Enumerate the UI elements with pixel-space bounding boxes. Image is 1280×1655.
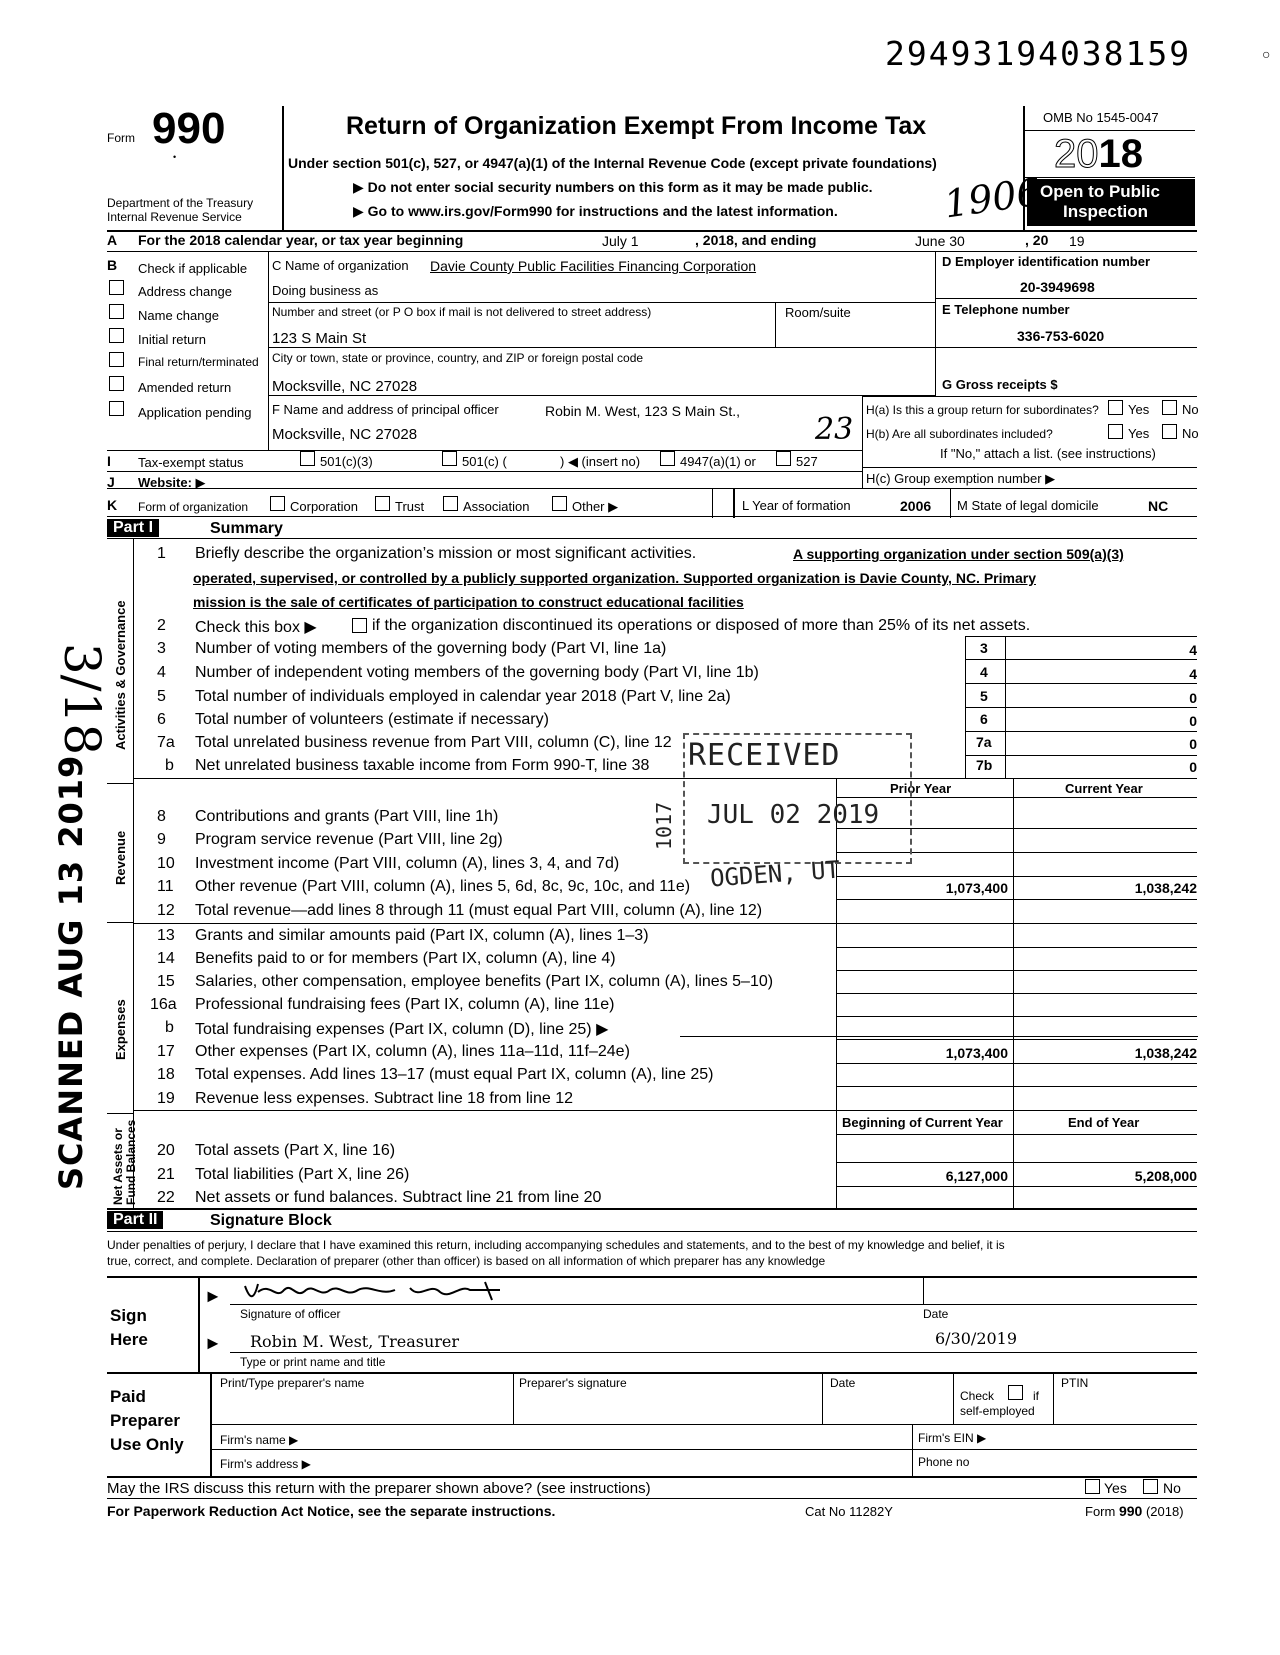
state-domicile-label: M State of legal domicile [957,498,1099,513]
line7b-text: Net unrelated business taxable income from Form 990-T, line 38 [195,757,650,774]
hb-yes-label: Yes [1128,426,1150,441]
application-pending-checkbox[interactable] [109,401,124,416]
row-i-letter: I [107,453,111,469]
city-label: City or town, state or province, country, and ZIP or foreign postal code [272,351,644,365]
line14-text: Benefits paid to or for members (Part IX, column (A), line 4) [195,950,616,967]
line13-text: Grants and similar amounts paid (Part IX, column (A), lines 1–3) [195,927,649,944]
row-a-letter: A [107,232,118,248]
line5-value: 0 [1189,690,1197,706]
self-employed-label: self-employed [960,1404,1035,1418]
501c3-checkbox[interactable] [300,451,315,466]
current-year-header: Current Year [1065,781,1143,796]
line21-text: Total liabilities (Part X, line 26) [195,1166,410,1183]
firm-ein-label: Firm's EIN ▶ [918,1431,987,1445]
part1-tag: Part I [107,519,159,537]
row-j-letter: J [107,474,115,490]
name-title-label: Type or print name and title [240,1355,386,1369]
ha-yes-label: Yes [1128,402,1150,417]
room-suite-label: Room/suite [785,305,851,320]
line3-num: 3 [157,640,166,657]
4947-checkbox[interactable] [660,451,675,466]
line1-num: 1 [157,545,166,562]
hb-note: If "No," attach a list. (see instructions) [940,446,1156,461]
line12-num: 12 [157,902,175,919]
line1-text: Briefly describe the organization’s mission or most significant activities. [195,545,697,562]
line17-prior: 1,073,400 [945,1045,1008,1061]
tax-year-prefix: 20 [1054,132,1099,176]
trust-checkbox[interactable] [375,496,390,511]
ein-value: 20-3949698 [1020,279,1095,295]
preparer-label: Preparer [110,1411,180,1430]
501c3-label: 501(c)(3) [320,454,373,469]
side-label-expenses: Expenses [113,999,128,1060]
year-handwritten-mark: 1906 [941,169,1044,227]
officer-signature [240,1278,540,1306]
final-return-checkbox[interactable] [109,352,124,367]
line6-box: 6 [980,711,988,727]
address-change-checkbox[interactable] [109,280,124,295]
street-address: 123 S Main St [272,330,367,347]
preparer-signature-label: Preparer's signature [519,1376,627,1390]
hb-yes-checkbox[interactable] [1108,424,1123,439]
line19-text: Revenue less expenses. Subtract line 18 from line 12 [195,1090,573,1107]
ein-label: D Employer identification number [942,254,1151,269]
preparer-name-label: Print/Type preparer's name [220,1376,365,1390]
ha-yes-checkbox[interactable] [1108,400,1123,415]
omb-number: OMB No 1545-0047 [1043,110,1159,125]
line7b-value: 0 [1189,759,1197,775]
line11-current: 1,038,242 [1134,880,1197,896]
mission-line2: operated, supervised, or controlled by a publicly supported organization. Supported organization is Davie County, NC. Primary [193,570,1036,586]
footer-form [1085,1503,1184,1519]
line2-text2: if the organization discontinued its operations or disposed of more than 25% of its net assets. [372,617,1031,634]
line3-text: Number of voting members of the governing body (Part VI, line 1a) [195,640,667,657]
end-year-header: End of Year [1068,1115,1140,1130]
line5-num: 5 [157,688,166,705]
here-label: Here [110,1330,148,1349]
self-employed-if: if [1033,1389,1039,1403]
line16a-text: Professional fundraising fees (Part IX, column (A), line 11e) [195,996,615,1013]
top-mark: ○ [1262,46,1271,62]
paid-label: Paid [110,1387,146,1406]
principal-officer-label: F Name and address of principal officer [272,402,499,417]
line7b-box: 7b [976,757,993,773]
ha-label: H(a) Is this a group return for subordinates? [866,403,1099,417]
tax-year-end: June 30 [915,233,965,249]
line16b-text: Total fundraising expenses (Part IX, column (D), line 25) ▶ [195,1021,609,1038]
discuss-question: May the IRS discuss this return with the preparer shown above? (see instructions) [107,1480,651,1497]
goto-instructions: ▶ Go to www.irs.gov/Form990 for instructions and the latest information. [353,203,838,219]
line4-num: 4 [157,664,166,681]
open-public-line1: Open to Public [1040,182,1160,201]
line16b-num: b [165,1019,174,1036]
line16a-num: 16a [150,996,177,1013]
line15-text: Salaries, other compensation, employee benefits (Part IX, column (A), lines 5–10) [195,973,774,990]
gross-receipts-label: G Gross receipts $ [942,377,1058,392]
end-year: 19 [1069,233,1085,249]
hb-no-label: No [1182,426,1199,441]
preparer-date-label: Date [830,1376,856,1390]
line10-num: 10 [157,855,175,872]
other-checkbox[interactable] [552,496,567,511]
name-change-checkbox[interactable] [109,304,124,319]
received-stamp: RECEIVED [688,738,841,773]
form-number: 990 [152,104,226,153]
527-checkbox[interactable] [776,451,791,466]
discuss-yes-label: Yes [1104,1480,1127,1496]
other-label: Other ▶ [572,499,619,514]
line4-box: 4 [980,664,988,680]
part2-tag: Part II [107,1211,163,1229]
state-domicile-value: NC [1148,498,1169,514]
line21-num: 21 [157,1166,175,1183]
side-label-revenue: Revenue [113,830,128,885]
form-dot-icon: • [173,152,177,162]
end-year-prefix: , 20 [1025,232,1049,248]
sign-label: Sign [110,1306,147,1325]
dln-number: 29493194038159 [885,34,1192,73]
line18-num: 18 [157,1066,175,1083]
address-change-label: Address change [138,284,232,299]
tax-exempt-label: Tax-exempt status [138,455,244,470]
row-k-letter: K [107,497,118,513]
self-employed-checkbox[interactable] [1008,1385,1023,1400]
dba-label: Doing business as [272,283,379,298]
ssn-warning: ▶ Do not enter social security numbers on this form as it may be made public. [353,179,873,195]
row-a-text: For the 2018 calendar year, or tax year beginning [138,232,464,248]
line5-box: 5 [980,688,988,704]
scanned-stamp: SCANNED AUG 13 2019 [52,754,90,1190]
hb-label: H(b) Are all subordinates included? [866,427,1053,441]
side-label-net-assets-1: Net Assets or [111,1128,125,1205]
line21-begin: 6,127,000 [945,1168,1008,1184]
org-name-label: C Name of organization [272,258,409,273]
hc-label: H(c) Group exemption number ▶ [866,471,1056,486]
prior-year-header: Prior Year [890,781,952,796]
line12-text: Total revenue—add lines 8 through 11 (must equal Part VIII, column (A), line 12) [195,902,763,919]
paperwork-notice: For Paperwork Reduction Act Notice, see the separate instructions. [107,1503,556,1519]
association-checkbox[interactable] [443,496,458,511]
discuss-no-label: No [1163,1480,1181,1496]
line6-num: 6 [157,711,166,728]
received-date-stamp: JUL 02 2019 [707,800,880,830]
line17-current: 1,038,242 [1134,1045,1197,1061]
tax-year-begin: July 1 [602,233,639,249]
amended-return-label: Amended return [138,380,232,395]
ha-no-checkbox[interactable] [1162,400,1177,415]
line2-num: 2 [157,617,166,634]
line17-num: 17 [157,1043,175,1060]
telephone-value: 336-753-6020 [1017,328,1105,344]
line10-text: Investment income (Part VIII, column (A), lines 3, 4, and 7d) [195,855,620,872]
discuss-yes-checkbox[interactable] [1085,1479,1100,1494]
initial-return-label: Initial return [138,332,206,347]
line17-text: Other expenses (Part IX, column (A), lines 11a–11d, 11f–24e) [195,1043,630,1060]
open-public-line2: Inspection [1063,202,1149,221]
check-applicable-title: Check if applicable [138,261,248,276]
line3-box: 3 [980,640,988,656]
line4-text: Number of independent voting members of the governing body (Part VI, line 1b) [195,664,759,681]
side-label-net-assets-2: Fund Balances [124,1119,138,1205]
trust-label: Trust [395,499,425,514]
discuss-no-checkbox[interactable] [1143,1479,1158,1494]
final-return-label: Final return/terminated [138,355,259,369]
line20-num: 20 [157,1142,175,1159]
begin-year-header: Beginning of Current Year [842,1115,1003,1130]
city-address: Mocksville, NC 27028 [272,378,418,395]
declaration-line1: Under penalties of perjury, I declare that I have examined this return, including accompanying schedules and statements, and to the best of my knowledge and belief, it is [107,1238,1005,1252]
sign-date-label: Date [923,1307,949,1321]
form-word: Form [107,131,135,145]
line8-text: Contributions and grants (Part VIII, line 1h) [195,808,499,825]
line13-num: 13 [157,927,175,944]
line21-end: 5,208,000 [1134,1168,1197,1184]
cat-number: Cat No 11282Y [805,1504,893,1519]
line8-num: 8 [157,808,166,825]
officer-name-title: Robin M. West, Treasurer [250,1332,460,1351]
line2-text: Check this box ▶ [195,619,317,636]
4947-label: 4947(a)(1) or [680,454,756,469]
ha-no-label: No [1182,402,1199,417]
street-label: Number and street (or P O box if mail is not delivered to street address) [272,305,652,319]
footer-form-word: Form [1085,1504,1116,1519]
principal-officer-city: Mocksville, NC 27028 [272,426,418,443]
initial-return-checkbox[interactable] [109,328,124,343]
line6-value: 0 [1189,713,1197,729]
received-code-stamp: 1017 [652,801,676,850]
line9-text: Program service revenue (Part VIII, line 2g) [195,831,503,848]
sign-date: 6/30/2019 [935,1329,1018,1348]
line7a-num: 7a [157,734,175,751]
tax-year [1054,132,1143,177]
line4-value: 4 [1189,666,1197,682]
irs-label: Internal Revenue Service [107,210,242,224]
received-city-stamp: OGDEN, UT [709,855,841,893]
name-change-label: Name change [138,308,219,323]
year-formation-value: 2006 [900,498,932,514]
tax-year-suffix: 18 [1098,132,1143,176]
line7a-value: 0 [1189,736,1197,752]
line7b-num: b [165,757,174,774]
corporation-checkbox[interactable] [270,496,285,511]
insert-no-label: ) ◀ (insert no) [560,454,641,469]
line11-text: Other revenue (Part VIII, column (A), lines 5, 6d, 8c, 9c, 10c, and 11e) [195,878,691,895]
telephone-label: E Telephone number [942,302,1070,317]
part1-title: Summary [210,520,283,537]
form-of-org-label: Form of organization [138,500,249,514]
line18-text: Total expenses. Add lines 13–17 (must equal Part IX, column (A), line 25) [195,1066,714,1083]
527-label: 527 [796,454,818,469]
principal-officer-name: Robin M. West, 123 S Main St., [545,403,741,419]
line14-num: 14 [157,950,175,967]
row-b-letter: B [107,257,118,273]
line7a-text: Total unrelated business revenue from Part VIII, column (C), line 12 [195,734,672,751]
application-pending-label: Application pending [138,405,252,420]
phone-no-label: Phone no [918,1455,970,1469]
discontinued-checkbox[interactable] [352,618,367,633]
side-handwritten-mark: 3/18 [53,642,112,756]
firm-name-label: Firm's name ▶ [220,1433,299,1447]
year-formation-label: L Year of formation [742,498,851,513]
amended-return-checkbox[interactable] [109,376,124,391]
association-label: Association [463,499,530,514]
self-employed-check-label: Check [960,1389,995,1403]
signature-label: Signature of officer [240,1307,341,1321]
footer-form-number: 990 [1118,1503,1143,1519]
line20-text: Total assets (Part X, line 16) [195,1142,396,1159]
line22-num: 22 [157,1189,175,1206]
line7a-box: 7a [976,734,992,750]
name-arrow-icon: ► [204,1333,222,1353]
declaration-line2: true, correct, and complete. Declaration of preparer (other than officer) is based on all information of which preparer has any knowledge [107,1254,826,1268]
line3-value: 4 [1189,642,1197,658]
line11-num: 11 [157,878,174,895]
mission-line1: A supporting organization under section 509(a)(3) [793,546,1124,562]
501c-label: 501(c) ( [462,454,507,469]
firm-address-label: Firm's address ▶ [220,1457,311,1471]
dept-treasury: Department of the Treasury [107,196,254,210]
hb-no-checkbox[interactable] [1162,424,1177,439]
ptin-label: PTIN [1061,1376,1089,1390]
line9-num: 9 [157,831,166,848]
form-title: Return of Organization Exempt From Income Tax [346,112,927,140]
mission-line3: mission is the sale of certificates of participation to construct educational facilities [193,594,744,610]
line6-text: Total number of volunteers (estimate if necessary) [195,711,549,728]
website-label: Website: ▶ [138,475,206,490]
use-only-label: Use Only [110,1435,184,1454]
side-label-governance: Activities & Governance [113,600,128,750]
footer-form-year: (2018) [1145,1504,1184,1519]
part2-title: Signature Block [210,1212,332,1229]
line19-num: 19 [157,1090,175,1107]
small-handwritten-mark: 23 [815,412,854,447]
form-subtitle: Under section 501(c), 527, or 4947(a)(1) of the Internal Revenue Code (except private foundations) [288,155,937,171]
line15-num: 15 [157,973,175,990]
sign-arrow-icon: ► [204,1286,222,1306]
corporation-label: Corporation [290,499,358,514]
line11-prior: 1,073,400 [945,880,1008,896]
row-a-mid: , 2018, and ending [695,232,817,248]
line22-text: Net assets or fund balances. Subtract line 21 from line 20 [195,1189,602,1206]
501c-checkbox[interactable] [442,451,457,466]
org-name: Davie County Public Facilities Financing Corporation [430,258,757,274]
line5-text: Total number of individuals employed in calendar year 2018 (Part V, line 2a) [195,688,731,705]
